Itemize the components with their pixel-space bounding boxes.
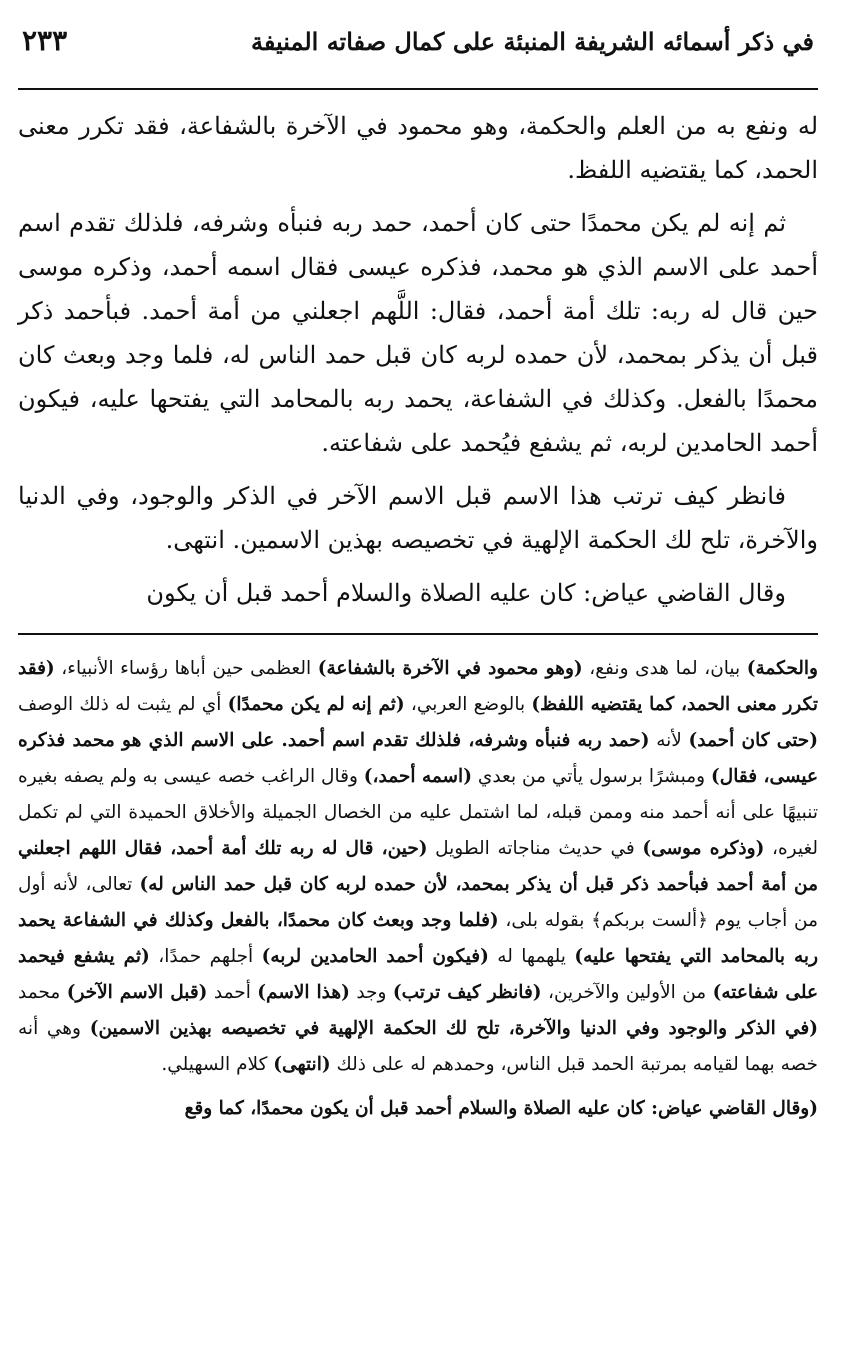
quoted-text-segment: (فلما وجد وبعث كان محمدًا، بالفعل وكذلك في الشفاعة يحمد ربه بالمحامد التي يفتحها عليه) [18, 910, 818, 967]
commentary-text-segment: وهي أنه خصه بهما لقيامه بمرتبة الحمد قبل الناس، وحمدهم له على ذلك [18, 1018, 818, 1075]
commentary-text-segment: وجد [349, 982, 393, 1003]
page-header [18, 24, 818, 80]
main-paragraph: ثم إنه لم يكن محمدًا حتى كان أحمد، حمد ربه فنبأه وشرفه، فلذلك تقدم اسم أحمد على الاسم الذي هو محمد، فذكره عيسى فقال اسمه أحمد، وذكره موسى حين قال له ربه: تلك أمة أحمد، فقال: اللَّهم اجعلني من أمة أحمد. فبأحمد ذكر قبل أن يذكر بمحمد، لأن حمده لربه كان قبل حمد الناس له، فلما وجد وبعث كان محمدًا بالفعل. وكذلك في الشفاعة، يحمد ربه بالمحامد التي يفتحها عليه، فيكون أحمد الحامدين لربه، ثم يشفع فيُحمد على شفاعته. [18, 209, 818, 457]
commentary-text-segment: من الأولين والآخرين، [541, 982, 713, 1003]
commentary-text-segment: وقال الراغب خصه عيسى به ولم يصفه بغيره تنبيهًا على أنه أحمد منه وممن قبله، لما اشتمل عليه من الخصال الجميلة والأخلاق الحميدة التي لم تكمل لغيره، [18, 766, 819, 859]
commentary-paragraph [18, 651, 818, 1083]
commentary-text-segment: محمد [18, 982, 67, 1003]
book-page [18, 24, 818, 1344]
quoted-text-segment: (حين، قال له ربه تلك أمة أحمد، فقال اللهم اجعلني من أمة أحمد فبأحمد ذكر قبل أن يذكر بمحمد، لأن حمده لربه كان قبل حمد الناس له) [18, 838, 818, 895]
header-rule [18, 88, 818, 90]
quoted-text-segment: (فانظر كيف ترتب) [392, 982, 542, 1003]
commentary-last-line: (وقال القاضي عياض: كان عليه الصلاة والسلام أحمد قبل أن يكون محمدًا، كما وقع [184, 1098, 818, 1119]
commentary-text-segment: لأنه [649, 730, 689, 751]
footnote-rule [18, 633, 818, 635]
quoted-text-segment: والحكمة) [746, 658, 818, 679]
main-paragraph: وقال القاضي عياض: كان عليه الصلاة والسلام أحمد قبل أن يكون [146, 579, 786, 607]
quoted-text-segment: (وذكره موسى) [642, 838, 765, 859]
commentary-text-segment: يلهمها له [488, 946, 575, 967]
main-paragraph: له ونفع به من العلم والحكمة، وهو محمود في الآخرة بالشفاعة، فقد تكرر معنى الحمد، كما يقتضيه اللفظ. [18, 112, 818, 184]
quoted-text-segment: (فقد تكرر معنى الحمد، كما يقتضيه اللفظ) [18, 658, 819, 715]
page-number: ٢٣٣ [22, 24, 68, 57]
commentary-text-segment: بيان، لما هدى ونفع، [582, 658, 747, 679]
quoted-text-segment: (فيكون أحمد الحامدين لربه) [261, 946, 489, 967]
commentary [18, 651, 818, 1127]
commentary-text-segment: تعالى، لأنه أول من أجاب يوم ﴿ألست بربكم﴾ بقوله بلى، [18, 874, 819, 931]
quoted-text-segment: (قبل الاسم الآخر) [66, 982, 208, 1003]
quoted-text-segment: (هذا الاسم) [257, 982, 350, 1003]
quoted-text-segment: (حمد ربه فنبأه وشرفه، فلذلك تقدم اسم أحمد. على الاسم الذي هو محمد فذكره عيسى، فقال) [18, 730, 818, 787]
main-text [18, 104, 818, 615]
quoted-text-segment: (في الذكر والوجود وفي الدنيا والآخرة، تلح لك الحكمة الإلهية في تخصيصه بهذين الاسمين) [89, 1018, 819, 1039]
commentary-text-segment: كلام السهيلي. [161, 1054, 274, 1075]
commentary-text-segment: العظمى حين أباها رؤساء الأنبياء، [54, 658, 318, 679]
running-title: في ذكر أسمائه الشريفة المنبئة على كمال صفاته المنيفة [250, 27, 814, 56]
quoted-text-segment: (اسمه أحمد،) [363, 766, 472, 787]
commentary-text-segment: أجلهم حمدًا، [149, 946, 262, 967]
quoted-text-segment: (حتى كان أحمد) [688, 730, 818, 751]
commentary-text-segment: ومبشرًا برسول يأتي من بعدي [471, 766, 711, 787]
commentary-text-segment: في حديث مناجاته الطويل [427, 838, 643, 859]
commentary-text-segment: أي لم يثبت له ذلك الوصف [18, 694, 228, 715]
quoted-text-segment: (انتهى) [273, 1054, 331, 1075]
main-paragraph: فانظر كيف ترتب هذا الاسم قبل الاسم الآخر في الذكر والوجود، وفي الدنيا والآخرة، تلح لك الحكمة الإلهية في تخصيصه بهذين الاسمين. انتهى. [18, 482, 818, 554]
quoted-text-segment: (وهو محمود في الآخرة بالشفاعة) [317, 658, 583, 679]
quoted-text-segment: (ثم إنه لم يكن محمدًا) [227, 694, 405, 715]
quoted-text-segment: (ثم يشفع فيحمد على شفاعته) [18, 946, 818, 1003]
commentary-text-segment: بالوضع العربي، [404, 694, 532, 715]
commentary-text-segment: أحمد [207, 982, 258, 1003]
